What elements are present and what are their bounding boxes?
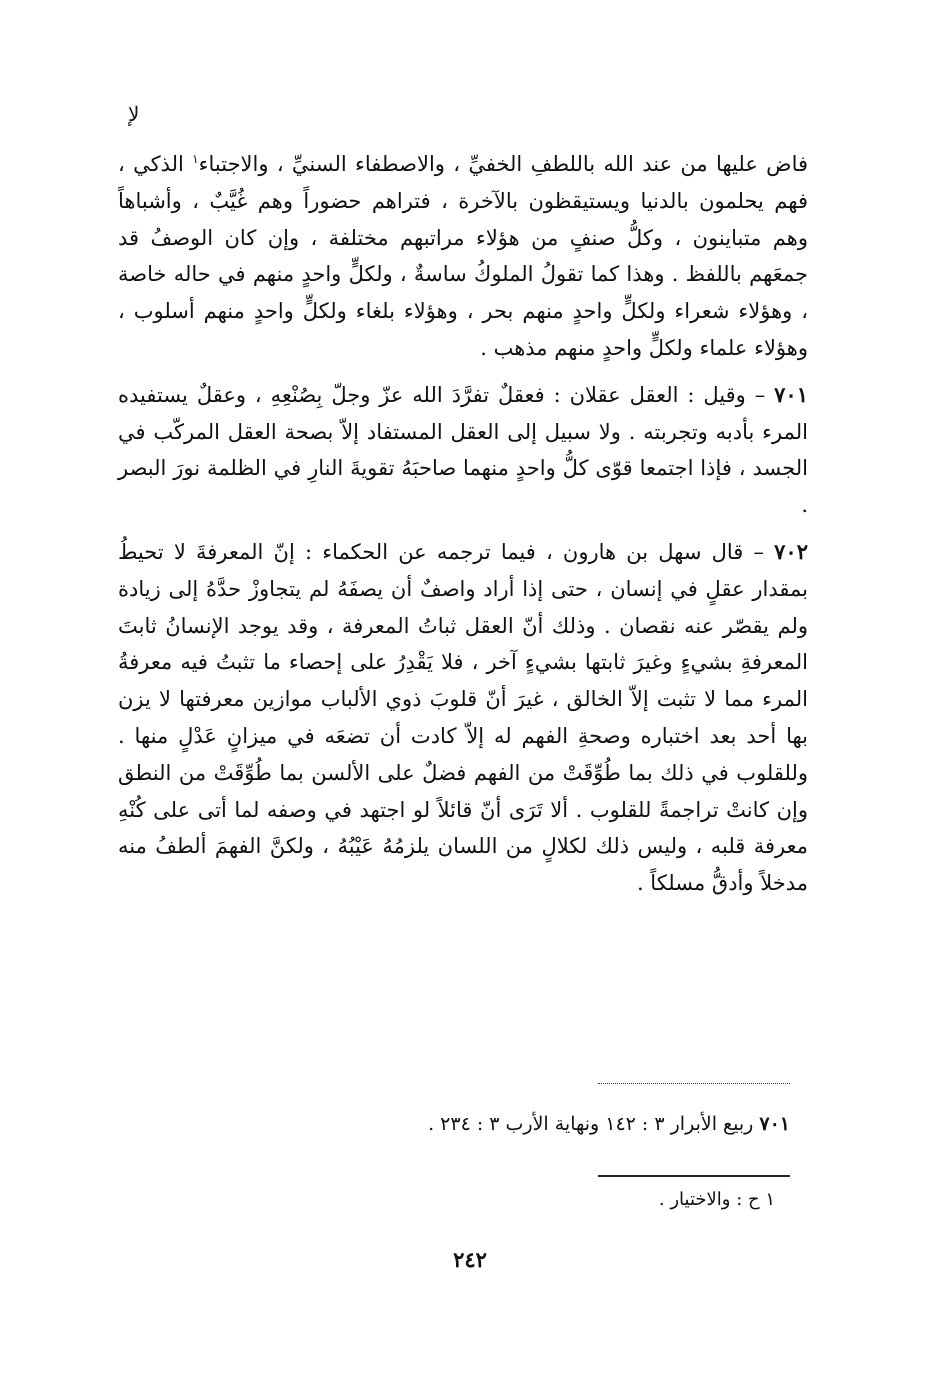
paragraph-number: ٧٠٢ <box>774 538 808 564</box>
paragraph-text: – وقيل : العقل عقلان : فعقلٌ تفرَّدَ الله عزّ وجلّ بِصُنْعِهِ ، وعقلٌ يستفيده المرء بأدبه وتجربته . ولا سبيل إلى العقل المستفاد إلاّ بصحة العقل المركّب في الجسد ، فإذا اجتمعا قوّى كلُّ واحدٍ منهما صاحبَهُ تقويةَ النارِ في الظلمة نورَ البصر . <box>118 382 808 518</box>
paragraph-702 <box>118 534 808 902</box>
paragraph-701 <box>118 377 808 524</box>
footnote-separator <box>598 1175 790 1177</box>
footnote-reference: ١ <box>192 152 199 166</box>
paragraph-text: – قال سهل بن هارون ، فيما ترجمه عن الحكماء : إنّ المعرفةَ لا تحيطُ بمقدار عقلٍ في إنسان ، حتى إذا أراد واصفٌ أن يصفَهُ لم يتجاوزْ حدَّهُ إلى زيادة ولم يقصّر عنه نقصان . وذلك أنّ العقل ثباتُ المعرفة ، وقد يوجد الإنسانُ ثابتَ المعرفةِ بشيءٍ وغيرَ ثابتها بشيءٍ آخر ، فلا يَقْدِرُ على إحصاء ما تثبتُ فيه معرفةُ المرء مما لا تثبت إلاّ الخالق ، غيرَ أنّ قلوبَ ذوي الألباب موازين معرفتها لا يزن بها أحد بعد اختباره وصحةِ الفهم له إلاّ كادت أن تضعَه في ميزانٍ عَدْلٍ منها . وللقلوب في ذلك بما طُوِّقَتْ من الفهم فضلٌ على الألسن بما طُوِّقَتْ من النطق وإن كانتْ تراجمةً للقلوب . ألا تَرَى أنّ قائلاً لو اجتهد في وصفه لما أتى على كُنْهِ معرفة قلبه ، وليس ذلك لكلالٍ من اللسان يلزمُهُ عَيْبُهُ ، ولكنَّ الفهمَ ألطفُ منه مدخلاً وأدقُّ مسلكاً . <box>118 539 808 896</box>
page-number: ٢٤٢ <box>453 1247 487 1272</box>
paragraph-continuation <box>118 146 808 367</box>
paragraph-text-continued: الذكي ، فهم يحلمون بالدنيا ويستيقظون بالآخرة ، فتراهم حضوراً وهم غُيَّبٌ ، وأشباهاً وهم متباينون ، وكلُّ صنفٍ من هؤلاء مراتبهم مختلفة ، وإن كان الوصفُ قد جمعَهم باللفظ . وهذا كما تقولُ الملوكُ ساسةٌ ، ولكلٍّ واحدٍ منهم في حاله خاصة ، وهؤلاء شعراء ولكلٍّ واحدٍ منهم بحر ، وهؤلاء بلغاء ولكلٍّ واحدٍ منهم أسلوب ، وهؤلاء علماء ولكلٍّ واحدٍ منهم مذهب . <box>118 152 808 360</box>
paragraph-text: فاض عليها من عند الله باللطفِ الخفيِّ ، والاصطفاء السنيِّ ، والاجتباء <box>198 152 809 176</box>
footnote-text: ح : والاختيار . <box>658 1189 766 1210</box>
paragraph-number: ٧٠١ <box>774 381 808 407</box>
footnote-number: ١ <box>765 1189 775 1210</box>
main-text <box>118 146 808 902</box>
dotted-separator <box>598 1083 790 1084</box>
source-note <box>300 1110 790 1138</box>
source-note-text: ربيع الأبرار ٣ : ١٤٢ ونهاية الأرب ٣ : ٢٣٤ . <box>428 1113 760 1135</box>
footnote <box>400 1187 775 1213</box>
top-marker: ﻹ <box>128 102 140 126</box>
source-note-number: ٧٠١ <box>759 1113 790 1135</box>
